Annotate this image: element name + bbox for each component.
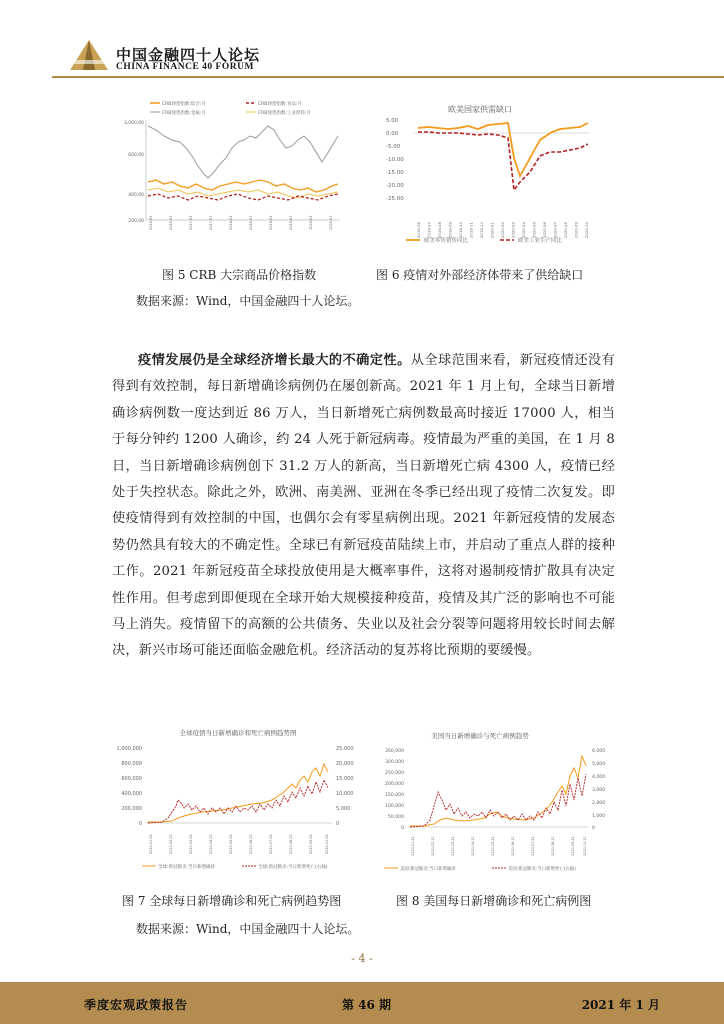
footer-report-name: 季度宏观政策报告	[84, 998, 189, 1012]
svg-text:2020-09-21: 2020-09-21	[571, 836, 575, 856]
fig6-ytick-0: 5.00	[386, 118, 399, 124]
fig8-xticks	[411, 836, 587, 856]
svg-text:2018-01: 2018-01	[229, 215, 233, 230]
svg-text:2020-06-22: 2020-06-22	[249, 834, 253, 854]
fig5-red-series	[148, 194, 338, 200]
fig7-yticks-left	[117, 746, 142, 827]
svg-text:1,000,000: 1,000,000	[116, 746, 142, 752]
page-header	[0, 0, 724, 80]
fig7-deaths-series	[148, 780, 328, 823]
svg-text:3,000: 3,000	[592, 788, 606, 793]
fig6-ytick-3: -10.00	[386, 157, 404, 163]
svg-text:2020-04: 2020-04	[521, 222, 526, 238]
svg-text:400,000: 400,000	[121, 791, 142, 797]
figure-6-chart	[384, 98, 604, 258]
figure-8-caption: 图 8 美国每日新增确诊和死亡病例图	[396, 894, 592, 908]
fig6-ytick-5: -20.00	[386, 183, 404, 189]
footer-issue: 第 46 期	[342, 998, 392, 1012]
svg-text:2020-04-22: 2020-04-22	[209, 834, 213, 854]
svg-text:2020-08-21: 2020-08-21	[551, 836, 555, 856]
svg-text:2017-01: 2017-01	[189, 215, 193, 230]
svg-text:4,000: 4,000	[592, 775, 606, 780]
fig7-xticks	[149, 834, 329, 854]
svg-text:15,000: 15,000	[336, 776, 354, 782]
fig6-ytick-2: -5.00	[386, 144, 401, 150]
svg-text:50,000: 50,000	[387, 815, 404, 820]
fig8-confirmed-series	[410, 756, 586, 826]
svg-text:2019-07: 2019-07	[426, 222, 432, 238]
svg-text:2019-07: 2019-07	[289, 215, 293, 230]
svg-text:2020-10: 2020-10	[584, 222, 589, 238]
forum-logo	[68, 38, 110, 72]
svg-text:2020-01-21: 2020-01-21	[411, 836, 415, 856]
svg-text:2020-09: 2020-09	[573, 222, 579, 238]
brand-chinese: 中国金融四十人论坛	[116, 46, 261, 64]
svg-text:2020-03: 2020-03	[510, 222, 516, 238]
svg-text:2020-02-22: 2020-02-22	[169, 834, 173, 854]
svg-text:2020-04-21: 2020-04-21	[471, 836, 475, 856]
svg-text:20,000: 20,000	[336, 761, 354, 767]
svg-text:25,000: 25,000	[336, 746, 354, 752]
svg-text:2020-02-21: 2020-02-21	[431, 836, 435, 856]
svg-text:800,000: 800,000	[121, 761, 142, 767]
fig6-retail-series	[418, 123, 588, 176]
body-paragraph	[112, 348, 615, 665]
fig6-title: 欧美国家供需缺口	[448, 105, 512, 114]
fig6-ytick-1: 0.00	[386, 131, 399, 137]
svg-text:5,000: 5,000	[592, 762, 606, 767]
fig8-yticks-right	[592, 748, 605, 831]
svg-text:2019-11: 2019-11	[468, 222, 474, 238]
fig7-legend-1: 全球:新冠肺炎:当日新增确诊	[158, 865, 216, 870]
svg-text:6,000: 6,000	[592, 749, 606, 754]
svg-text:2,000: 2,000	[592, 801, 606, 806]
svg-text:2017-07: 2017-07	[209, 215, 213, 230]
source-note-2: 数据来源：Wind，中国金融四十人论坛。	[136, 922, 360, 936]
svg-text:2020-07: 2020-07	[552, 222, 558, 238]
svg-text:2020-02: 2020-02	[500, 222, 505, 238]
svg-text:2020-06: 2020-06	[542, 222, 547, 238]
svg-text:2020-05-21: 2020-05-21	[491, 836, 495, 856]
svg-text:0: 0	[592, 826, 595, 831]
header-rule	[52, 76, 724, 78]
svg-text:150,000: 150,000	[385, 793, 404, 798]
fig5-ytick-3: 200.00	[128, 219, 144, 224]
svg-text:2020-08: 2020-08	[563, 222, 568, 238]
fig5-xticks	[149, 215, 333, 230]
fig6-legend-2: 欧美工业生产同比	[518, 238, 563, 244]
svg-text:1,000: 1,000	[592, 814, 606, 819]
fig8-title: 美国当日新增确诊与死亡病例趋势	[431, 732, 529, 740]
fig5-gray-series	[148, 126, 338, 178]
fig5-legend	[150, 100, 311, 116]
figure-5-caption: 图 5 CRB 大宗商品价格指数	[162, 268, 317, 282]
fig8-yticks-left	[385, 748, 404, 831]
fig5-ytick-0: 3,000.00	[123, 121, 144, 126]
fig6-legend-1: 欧美零售销售同比	[424, 238, 469, 244]
figure-7-chart	[112, 726, 364, 886]
brand-english: CHINA FINANCE 40 FORUM	[116, 62, 254, 72]
svg-text:2019-10: 2019-10	[458, 222, 463, 238]
svg-text:2019-06: 2019-06	[416, 222, 421, 238]
fig8-deaths-series	[410, 774, 586, 827]
svg-text:250,000: 250,000	[385, 771, 404, 776]
svg-text:200,000: 200,000	[121, 806, 142, 812]
fig8-legend-2: 美国:新冠肺炎:当日新增死亡(右轴)	[508, 867, 576, 872]
svg-text:100,000: 100,000	[385, 804, 404, 809]
svg-text:0: 0	[336, 821, 340, 827]
svg-text:2020-01-22: 2020-01-22	[149, 834, 153, 854]
fig6-yticks	[386, 118, 404, 202]
fig7-confirmed-series	[148, 764, 328, 822]
fig5-yellow-series	[148, 188, 338, 198]
svg-text:0: 0	[401, 826, 404, 831]
page-footer	[0, 982, 724, 1024]
fig5-legend-2: CRB现货指数:食品:月	[258, 102, 302, 107]
svg-text:2019-12: 2019-12	[479, 222, 484, 238]
svg-text:2020-08-22: 2020-08-22	[289, 834, 293, 854]
svg-text:2020-05-22: 2020-05-22	[229, 834, 233, 854]
figure-6-caption: 图 6 疫情对外部经济体带来了供给缺口	[376, 268, 584, 282]
fig6-industrial-series	[418, 132, 588, 190]
svg-text:600,000: 600,000	[121, 776, 142, 782]
fig8-legend-1: 美国:新冠肺炎:当日新增确诊	[400, 867, 456, 872]
paragraph-lead: 疫情发展仍是全球经济增长最大的不确定性。	[138, 353, 411, 368]
fig7-yticks-right	[336, 746, 354, 827]
figure-7-caption: 图 7 全球每日新增确诊和死亡病例趋势图	[122, 894, 342, 908]
svg-text:2020-05: 2020-05	[531, 222, 537, 238]
svg-text:2020-07: 2020-07	[329, 215, 333, 230]
svg-text:2016-07: 2016-07	[169, 215, 173, 230]
svg-text:200,000: 200,000	[385, 782, 404, 787]
fig7-title: 全球疫情当日新增确诊和死亡病例趋势图	[179, 729, 297, 737]
svg-text:2019-01: 2019-01	[269, 215, 273, 230]
fig5-ytick-2: 400.00	[128, 193, 144, 198]
fig5-ytick-1: 600.00	[128, 153, 144, 158]
svg-text:2020-03-21: 2020-03-21	[451, 836, 455, 856]
fig6-xticks	[416, 222, 589, 238]
fig5-legend-1: CRB现货指数:综合:月	[162, 102, 206, 107]
paragraph-body: 从全球范围来看，新冠疫情还没有得到有效控制，每日新增确诊病例仍在屡创新高。2021 年 1 月上旬，全球当日新增确诊病例数一度达到近 86 万人，当日新增死亡病例数最高时接近 17000 人，相当于每分钟约 1200 人确诊，约 24 人死于新冠病毒。疫情最为严重的美国，在 1 月 8 日，当日新增确诊病例创下 31.2 万人的新高，当日新增死亡病 4300 人，疫情已经处于失控状态。除此之外，欧洲、南美洲、亚洲在冬季已经出现了疫情二次复发。即使疫情得到有效控制的中国，也偶尔会有零星病例出现。2021 年新冠疫情的发展态势仍然具有较大的不确定性。全球已有新冠疫苗陆续上市，并启动了重点人群的接种工作。2021 年新冠疫苗全球投放使用是大概率事件，这将对遏制疫情扩散具有决定性作用。但考虑到即便现在全球开始大规模接种疫苗，疫情及其广泛的影响也不可能马上消失。疫情留下的高额的公共债务、失业以及社会分裂等问题将用较长时间去解决，新兴市场可能还面临金融危机。经济活动的复苏将比预期的要缓慢。	[112, 353, 616, 659]
svg-text:2020-10-21: 2020-10-21	[583, 836, 587, 856]
svg-text:2018-07: 2018-07	[249, 215, 253, 230]
page-number: - 4 -	[351, 952, 373, 965]
svg-text:2020-10-22: 2020-10-22	[325, 834, 329, 854]
svg-text:2020-07-22: 2020-07-22	[269, 834, 273, 854]
svg-text:2020-01: 2020-01	[309, 215, 313, 230]
svg-text:5,000: 5,000	[336, 806, 351, 812]
figure-5-chart	[123, 96, 354, 264]
svg-text:10,000: 10,000	[336, 791, 354, 797]
svg-text:0: 0	[138, 821, 142, 827]
fig6-ytick-4: -15.00	[386, 170, 404, 176]
svg-text:2016-01: 2016-01	[149, 215, 153, 230]
fig5-legend-4: CRB现货指数:工业原料:月	[258, 111, 311, 116]
svg-text:2020-01: 2020-01	[489, 222, 495, 238]
svg-text:2020-09-22: 2020-09-22	[309, 834, 313, 854]
fig6-ytick-6: -25.00	[386, 196, 404, 202]
svg-text:350,000: 350,000	[385, 749, 404, 754]
fig7-legend-2: 全球:新冠肺炎:当日新增死亡(右轴)	[258, 865, 328, 870]
footer-date: 2021 年 1 月	[581, 998, 660, 1012]
source-note-1: 数据来源：Wind，中国金融四十人论坛。	[136, 294, 360, 308]
svg-text:2020-07-21: 2020-07-21	[531, 836, 535, 856]
figure-8-chart	[374, 726, 614, 886]
svg-text:300,000: 300,000	[385, 760, 404, 765]
fig5-legend-3: CRB现货指数:金属:月	[162, 111, 206, 116]
svg-text:2019-08: 2019-08	[437, 222, 442, 238]
svg-text:2020-03-22: 2020-03-22	[189, 834, 193, 854]
svg-text:2019-09: 2019-09	[447, 222, 453, 238]
svg-text:2020-06-21: 2020-06-21	[511, 836, 515, 856]
